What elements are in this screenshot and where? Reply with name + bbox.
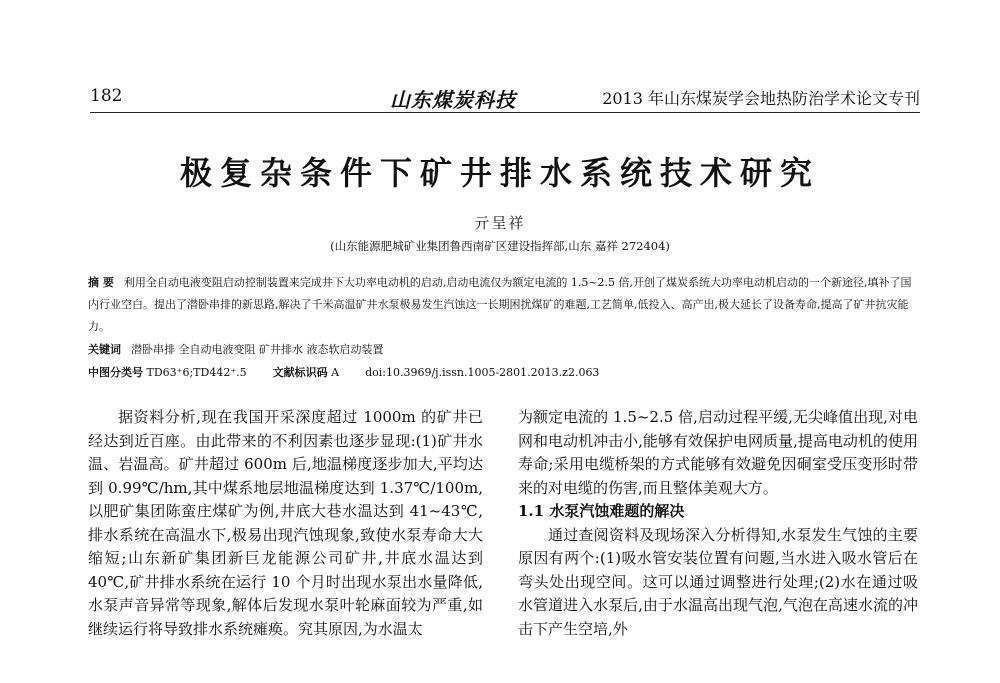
body-paragraph: 为额定电流的 1.5~2.5 倍,启动过程平缓,无尖峰值出现,对电网和电动机冲击小,能够有效保护电网质量,提高电动机的使用寿命;采用电缆桥架的方式能够有效避免因硐室受压变形时带来的对电缆的伤害,而且整体美观大方。: [518, 408, 918, 497]
body-column-right: [518, 406, 918, 641]
header-divider: [90, 112, 920, 113]
doc-code-value: A: [331, 366, 340, 379]
classification-line: [88, 364, 918, 380]
abstract-text: 利用全自动电液变阻启动控制装置来完成井下大功率电动机的启动,启动电流仅为额定电流的 1.5~2.5 倍,开创了煤炭系统大功率电动机启动的一个新途径,填补了国内行业空白。提出了潜卧串排的新思路,解决了千米高温矿井水泵极易发生汽蚀这一长期困扰煤矿的难题,工艺简单,低投入、高产出,极大延长了设备寿命,提高了矿井抗灾能力。: [88, 276, 912, 333]
journal-logo: 山东煤炭科技: [390, 88, 516, 112]
clc-value: TD63⁺6;TD442⁺.5: [146, 366, 247, 379]
doi: doi:10.3969/j.issn.1005-2801.2013.z2.063: [365, 366, 600, 379]
running-header: [90, 84, 920, 112]
issue-title: 2013 年山东煤炭学会地热防治学术论文专刊: [602, 89, 920, 108]
body-paragraph: 据资料分析,现在我国开采深度超过 1000m 的矿井已经达到近百座。由此带来的不利因素也逐步显现:(1)矿井水温、岩温高。矿井超过 600m 后,地温梯度逐步加大,平均达到 0.99℃/hm,其中煤系地层地温梯度达到 1.37℃/100m,以肥矿集团陈蛮庄煤矿为例,井底大巷水温达到 41~43℃,排水系统在高温水下,极易出现汽蚀现象,致使水泵寿命大大缩短;山东新矿集团新巨龙能源公司矿井,井底水温达到 40℃,矿井排水系统在运行 10 个月时出现水泵出水量降低,水泵声音异常等现象,解体后发现水泵叶轮麻面较为严重,如继续运行将导致排水系统瘫痪。究其原因,为水温太: [88, 408, 483, 638]
body-column-left: [88, 406, 483, 641]
keywords-text: 潜卧串排 全自动电液变阻 矿井排水 液态软启动装置: [131, 343, 384, 356]
article-title: 极复杂条件下矿井排水系统技术研究: [179, 154, 820, 192]
section-heading: 1.1 水泵汽蚀难题的解决: [518, 502, 685, 520]
page-number: 182: [90, 86, 123, 106]
abstract: [88, 272, 918, 338]
clc-label: 中图分类号: [88, 366, 143, 379]
author-name: 亓呈祥: [474, 214, 526, 232]
keywords-label: 关键词: [88, 343, 121, 356]
abstract-label: 摘 要: [88, 276, 114, 289]
keywords: [88, 341, 918, 357]
author-affiliation: (山东能源肥城矿业集团鲁西南矿区建设指挥部,山东 嘉祥 272404): [330, 239, 670, 253]
body-paragraph: 通过查阅资料及现场深入分析得知,水泵发生气蚀的主要原因有两个:(1)吸水管安装位置有问题,当水进入吸水管后在弯头处出现空间。这可以通过调整进行处理;(2)水在通过吸水管道进入水泵后,由于水温高出现气泡,气泡在高速水流的冲击下产生空培,外: [518, 525, 918, 638]
doc-code-label: 文献标识码: [272, 366, 328, 379]
